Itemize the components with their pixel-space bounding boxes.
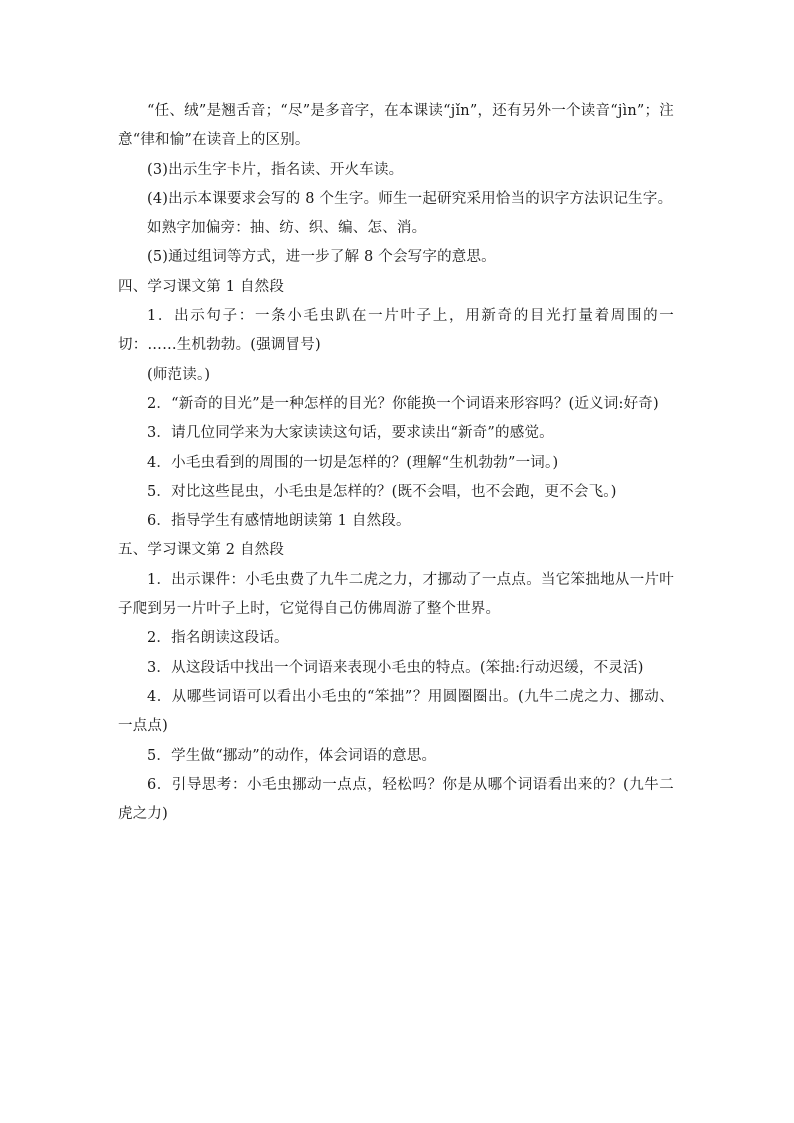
paragraph-s5-item-2: 2．指名朗读这段话。 xyxy=(147,630,289,647)
paragraph-radical-example: 如熟字加偏旁：抽、纺、织、编、怎、消。 xyxy=(147,220,427,237)
paragraph-s5-item-5: 5．学生做“挪动”的动作，体会词语的意思。 xyxy=(147,747,437,764)
section-heading-5: 五、学习课文第 2 自然段 xyxy=(118,542,285,559)
paragraph-s4-item-5: 5．对比这些昆虫，小毛虫是怎样的？(既不会唱，也不会跑，更不会飞。) xyxy=(147,483,617,500)
paragraph-step-3: (3)出示生字卡片，指名读、开火车读。 xyxy=(147,161,404,178)
paragraph-step-5: (5)通过组词等方式，进一步了解 8 个会写字的意思。 xyxy=(147,249,496,266)
paragraph-s5-item-3: 3．从这段话中找出一个词语来表现小毛虫的特点。(笨拙:行动迟缓，不灵活) xyxy=(147,659,644,676)
paragraph-s4-teacher-read: (师范读。) xyxy=(147,366,211,383)
paragraph-s4-item-3: 3．请几位同学来为大家读读这句话，要求读出“新奇”的感觉。 xyxy=(147,425,554,442)
paragraph-s4-item-4: 4．小毛虫看到的周围的一切是怎样的？(理解“生机勃勃”一词。) xyxy=(147,454,559,471)
section-heading-4: 四、学习课文第 1 自然段 xyxy=(118,278,285,295)
paragraph-s5-item-4: 4．从哪些词语可以看出小毛虫的“笨拙”？用圆圈圈出。(九牛二虎之力、挪动、一点点) xyxy=(118,688,674,735)
paragraph-s5-item-1: 1．出示课件：小毛虫费了九牛二虎之力，才挪动了一点点。当它笨拙地从一片叶子爬到另一片叶子上时，它觉得自己仿佛周游了整个世界。 xyxy=(118,571,674,618)
paragraph-step-4: (4)出示本课要求会写的 8 个生字。师生一起研究采用恰当的识字方法识记生字。 xyxy=(147,190,673,207)
paragraph-s5-item-6: 6．引导思考：小毛虫挪动一点点，轻松吗？你是从哪个词语看出来的？(九牛二虎之力) xyxy=(118,776,674,823)
paragraph-s4-item-2: 2．“新奇的目光”是一种怎样的目光？你能换一个词语来形容吗？(近义词:好奇) xyxy=(147,395,659,412)
paragraph-s4-item-6: 6．指导学生有感情地朗读第 1 自然段。 xyxy=(147,513,411,530)
document-page xyxy=(118,97,674,829)
paragraph-pronunciation-note: “任、绒”是翘舌音；“尽”是多音字，在本课读“jǐn”，还有另外一个读音“jìn”；注意“律和愉”在读音上的区别。 xyxy=(118,103,674,149)
paragraph-s4-item-1: 1．出示句子：一条小毛虫趴在一片叶子上，用新奇的目光打量着周围的一切：……生机勃勃。(强调冒号) xyxy=(118,308,674,354)
